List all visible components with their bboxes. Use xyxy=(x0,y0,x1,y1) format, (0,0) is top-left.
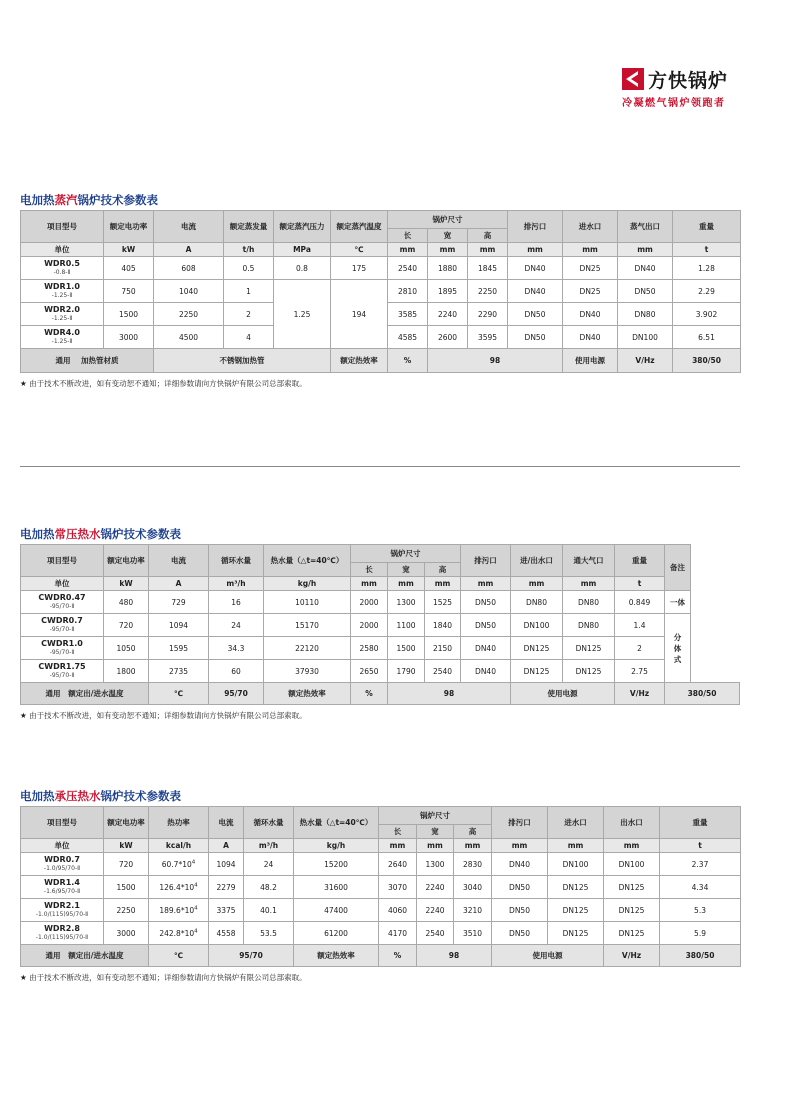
cell: 4500 xyxy=(154,326,224,349)
cell: 1.4 xyxy=(615,614,665,637)
unit-cell: 单位 xyxy=(21,577,104,591)
section-title: 电加热蒸汽锅炉技术参数表 xyxy=(20,193,158,207)
cell: DN100 xyxy=(604,853,660,876)
unit-cell: mm xyxy=(511,577,563,591)
cell: 5.9 xyxy=(660,922,741,945)
unit-cell: t/h xyxy=(224,243,274,257)
header-cell: 锅炉尺寸 xyxy=(388,211,508,229)
cell: 37930 xyxy=(264,660,351,683)
cell: DN80 xyxy=(618,303,673,326)
cell: 1.28 xyxy=(673,257,741,280)
unit-cell: 单位 xyxy=(21,243,104,257)
footer-row xyxy=(21,945,741,967)
header-cell: 重量 xyxy=(673,211,741,243)
cell: 1840 xyxy=(425,614,461,637)
unit-cell: A xyxy=(209,839,244,853)
header-cell: 额定电功率 xyxy=(104,545,149,577)
cell: DN40 xyxy=(563,326,618,349)
cell: 2.37 xyxy=(660,853,741,876)
header-cell: 热功率 xyxy=(149,807,209,839)
model-cell: WDR2.1 -1.0/(115)95/70-Ⅱ xyxy=(21,899,104,922)
cell: DN125 xyxy=(511,637,563,660)
unit-cell: mm xyxy=(388,577,425,591)
footer-cell: 98 xyxy=(428,349,563,373)
cell: 2640 xyxy=(379,853,417,876)
model-cell: CWDR1.0 -95/70-Ⅱ xyxy=(21,637,104,660)
unit-cell: A xyxy=(154,243,224,257)
cell: 3.902 xyxy=(673,303,741,326)
cell: 1790 xyxy=(388,660,425,683)
cell: 1 xyxy=(224,280,274,303)
cell: 3210 xyxy=(454,899,492,922)
cell: 2.75 xyxy=(615,660,665,683)
model-cell: WDR0.5 -0.8-Ⅱ xyxy=(21,257,104,280)
unit-cell: mm xyxy=(454,839,492,853)
unit-cell: mm xyxy=(379,839,417,853)
cell: 4.34 xyxy=(660,876,741,899)
cell: DN125 xyxy=(548,899,604,922)
header-cell: 项目型号 xyxy=(21,807,104,839)
footer-cell: V/Hz xyxy=(615,683,665,705)
cell: 1094 xyxy=(149,614,209,637)
cell: 2540 xyxy=(425,660,461,683)
cell: DN50 xyxy=(461,614,511,637)
header-cell: 长 xyxy=(388,229,428,243)
cell: 1845 xyxy=(468,257,508,280)
cell: 15170 xyxy=(264,614,351,637)
cell: 2 xyxy=(615,637,665,660)
unit-cell: 单位 xyxy=(21,839,104,853)
cell: 1040 xyxy=(154,280,224,303)
cell: DN25 xyxy=(563,280,618,303)
cell: DN50 xyxy=(508,326,563,349)
model-cell: WDR2.8 -1.0/(115)95/70-Ⅱ xyxy=(21,922,104,945)
cell: 1500 xyxy=(388,637,425,660)
cell: DN50 xyxy=(492,899,548,922)
cell: 2279 xyxy=(209,876,244,899)
table-row xyxy=(21,876,741,899)
section-title: 电加热常压热水锅炉技术参数表 xyxy=(20,527,181,541)
remark-cell: 分 体 式 xyxy=(665,614,691,683)
unit-cell: ℃ xyxy=(331,243,388,257)
cell: DN125 xyxy=(604,876,660,899)
cell: 61200 xyxy=(294,922,379,945)
cell: 3585 xyxy=(388,303,428,326)
footer-cell: 使用电源 xyxy=(563,349,618,373)
cell: DN80 xyxy=(563,614,615,637)
cell: 2.29 xyxy=(673,280,741,303)
header-cell: 进/出水口 xyxy=(511,545,563,577)
cell: 480 xyxy=(104,591,149,614)
unit-row xyxy=(21,839,741,853)
footer-cell: 额定热效率 xyxy=(264,683,351,705)
cell: 48.2 xyxy=(244,876,294,899)
cell: DN80 xyxy=(511,591,563,614)
header-cell: 高 xyxy=(454,825,492,839)
cell: DN100 xyxy=(548,853,604,876)
cell: 2290 xyxy=(468,303,508,326)
footer-cell: 通用 加热管材质 xyxy=(21,349,154,373)
table-row xyxy=(21,853,741,876)
footer-cell: 额定热效率 xyxy=(331,349,388,373)
unit-cell: mm xyxy=(417,839,454,853)
brand-slogan: 冷凝燃气锅炉领跑者 xyxy=(622,98,726,109)
footnote: ★ 由于技术不断改进，如有变动恕不通知；详细参数请向方快锅炉有限公司总部索取。 xyxy=(20,973,307,982)
header-cell: 热水量（△t=40℃） xyxy=(294,807,379,839)
cell: 34.3 xyxy=(209,637,264,660)
header-row xyxy=(21,545,740,563)
cell: DN50 xyxy=(461,591,511,614)
cell: 5.3 xyxy=(660,899,741,922)
model-cell: CWDR0.47 -95/70-Ⅱ xyxy=(21,591,104,614)
cell: 0.8 xyxy=(274,257,331,280)
header-cell: 循环水量 xyxy=(244,807,294,839)
footer-cell: 380/50 xyxy=(665,683,740,705)
brand-mark-icon xyxy=(622,68,644,90)
cell: 15200 xyxy=(294,853,379,876)
header-cell: 循环水量 xyxy=(209,545,264,577)
steam-spec-table xyxy=(20,210,741,373)
unit-cell: kg/h xyxy=(264,577,351,591)
model-cell: WDR1.4 -1.6/95/70-Ⅱ xyxy=(21,876,104,899)
cell: DN40 xyxy=(563,303,618,326)
header-cell: 出水口 xyxy=(604,807,660,839)
cell: DN25 xyxy=(563,257,618,280)
footer-cell: % xyxy=(379,945,417,967)
cell: 2240 xyxy=(417,899,454,922)
cell: 2540 xyxy=(388,257,428,280)
cell: DN80 xyxy=(563,591,615,614)
header-cell: 重量 xyxy=(660,807,741,839)
cell: 2810 xyxy=(388,280,428,303)
header-cell: 进水口 xyxy=(563,211,618,243)
model-cell: CWDR0.7 -95/70-Ⅱ xyxy=(21,614,104,637)
cell: DN125 xyxy=(563,660,615,683)
atmospheric-spec-table xyxy=(20,544,740,705)
cell: 3510 xyxy=(454,922,492,945)
header-row xyxy=(21,807,741,825)
unit-cell: MPa xyxy=(274,243,331,257)
table-row xyxy=(21,637,740,660)
unit-cell: A xyxy=(149,577,209,591)
footer-cell: 95/70 xyxy=(209,945,294,967)
cell: 750 xyxy=(104,280,154,303)
unit-cell: kg/h xyxy=(294,839,379,853)
cell: 2600 xyxy=(428,326,468,349)
cell: 2240 xyxy=(417,876,454,899)
unit-cell: mm xyxy=(548,839,604,853)
unit-cell: mm xyxy=(618,243,673,257)
cell: 2000 xyxy=(351,591,388,614)
cell: 16 xyxy=(209,591,264,614)
cell: 3070 xyxy=(379,876,417,899)
cell: DN50 xyxy=(492,922,548,945)
header-cell: 宽 xyxy=(417,825,454,839)
unit-cell: mm xyxy=(388,243,428,257)
footer-cell: % xyxy=(351,683,388,705)
cell: 175 xyxy=(331,257,388,280)
footer-cell: ℃ xyxy=(149,683,209,705)
unit-cell: mm xyxy=(428,243,468,257)
header-cell: 排污口 xyxy=(508,211,563,243)
unit-cell: t xyxy=(660,839,741,853)
unit-cell: mm xyxy=(351,577,388,591)
footer-cell: 98 xyxy=(388,683,511,705)
model-cell: WDR0.7 -1.0/95/70-Ⅱ xyxy=(21,853,104,876)
model-cell: WDR2.0 -1.25-Ⅱ xyxy=(21,303,104,326)
cell: 1880 xyxy=(428,257,468,280)
unit-cell: t xyxy=(673,243,741,257)
header-cell: 高 xyxy=(468,229,508,243)
unit-cell: kcal/h xyxy=(149,839,209,853)
cell: 1595 xyxy=(149,637,209,660)
pressurized-spec-table xyxy=(20,806,741,967)
cell: 1100 xyxy=(388,614,425,637)
cell: 2250 xyxy=(104,899,149,922)
unit-cell: kW xyxy=(104,839,149,853)
model-cell: WDR4.0 -1.25-Ⅱ xyxy=(21,326,104,349)
table-row xyxy=(21,660,740,683)
cell: 2150 xyxy=(425,637,461,660)
cell: 53.5 xyxy=(244,922,294,945)
unit-cell: mm xyxy=(468,243,508,257)
header-cell: 高 xyxy=(425,563,461,577)
cell: DN50 xyxy=(492,876,548,899)
footer-cell: ℃ xyxy=(149,945,209,967)
cell: 22120 xyxy=(264,637,351,660)
model-cell: WDR1.0 -1.25-Ⅱ xyxy=(21,280,104,303)
cell: 4060 xyxy=(379,899,417,922)
header-cell: 蒸气出口 xyxy=(618,211,673,243)
cell: DN125 xyxy=(548,922,604,945)
unit-cell: mm xyxy=(461,577,511,591)
cell: 405 xyxy=(104,257,154,280)
unit-cell: m³/h xyxy=(244,839,294,853)
heat-cell: $189.6*10^4$ xyxy=(149,899,209,922)
cell: 24 xyxy=(209,614,264,637)
cell: 2650 xyxy=(351,660,388,683)
cell: 1500 xyxy=(104,303,154,326)
cell: DN40 xyxy=(492,853,548,876)
cell: 4585 xyxy=(388,326,428,349)
cell: DN125 xyxy=(563,637,615,660)
footer-cell: 通用 额定出/进水温度 xyxy=(21,945,149,967)
header-row xyxy=(21,211,741,229)
header-cell: 额定电功率 xyxy=(104,807,149,839)
header-cell: 通大气口 xyxy=(563,545,615,577)
atmospheric-hot-water-section xyxy=(20,526,740,721)
section-divider xyxy=(20,466,740,467)
footer-cell: 98 xyxy=(417,945,492,967)
cell: 24 xyxy=(244,853,294,876)
table-row xyxy=(21,280,741,303)
brand-name: 方快锅炉 xyxy=(648,70,729,92)
header-cell: 长 xyxy=(379,825,417,839)
table-row xyxy=(21,899,741,922)
footer-cell: V/Hz xyxy=(618,349,673,373)
table-row xyxy=(21,257,741,280)
cell: DN125 xyxy=(548,876,604,899)
footer-cell: % xyxy=(388,349,428,373)
footnote: ★ 由于技术不断改进，如有变动恕不通知；详细参数请向方快锅炉有限公司总部索取。 xyxy=(20,379,307,388)
cell: 2240 xyxy=(428,303,468,326)
footer-row xyxy=(21,683,740,705)
cell: 1300 xyxy=(417,853,454,876)
cell: 4170 xyxy=(379,922,417,945)
unit-cell: mm xyxy=(563,577,615,591)
header-cell: 电流 xyxy=(154,211,224,243)
cell: 2250 xyxy=(154,303,224,326)
cell: 720 xyxy=(104,853,149,876)
header-cell: 排污口 xyxy=(492,807,548,839)
footer-cell: 通用 额定出/进水温度 xyxy=(21,683,149,705)
steam-boiler-section xyxy=(20,192,740,389)
cell: 60 xyxy=(209,660,264,683)
unit-row xyxy=(21,243,741,257)
cell: 6.51 xyxy=(673,326,741,349)
cell: 0.849 xyxy=(615,591,665,614)
cell: 1300 xyxy=(388,591,425,614)
cell: 3595 xyxy=(468,326,508,349)
merged-cell: 1.25 xyxy=(274,280,331,349)
cell: DN40 xyxy=(461,637,511,660)
cell: 4558 xyxy=(209,922,244,945)
footer-cell: 95/70 xyxy=(209,683,264,705)
header-cell: 电流 xyxy=(209,807,244,839)
cell: DN40 xyxy=(618,257,673,280)
unit-cell: m³/h xyxy=(209,577,264,591)
section-title: 电加热承压热水锅炉技术参数表 xyxy=(20,789,181,803)
unit-row xyxy=(21,577,740,591)
remark-cell: 一体 xyxy=(665,591,691,614)
cell: DN40 xyxy=(461,660,511,683)
heat-cell: $60.7*10^4$ xyxy=(149,853,209,876)
cell: DN100 xyxy=(618,326,673,349)
unit-cell: mm xyxy=(604,839,660,853)
cell: 1895 xyxy=(428,280,468,303)
header-cell: 重量 xyxy=(615,545,665,577)
cell: 3000 xyxy=(104,326,154,349)
cell: DN125 xyxy=(511,660,563,683)
header-cell: 长 xyxy=(351,563,388,577)
header-cell: 锅炉尺寸 xyxy=(379,807,492,825)
cell: DN50 xyxy=(508,303,563,326)
cell: 47400 xyxy=(294,899,379,922)
header-cell: 项目型号 xyxy=(21,211,104,243)
cell: 1500 xyxy=(104,876,149,899)
cell: DN100 xyxy=(511,614,563,637)
header-cell: 额定蒸汽温度 xyxy=(331,211,388,243)
header-cell: 项目型号 xyxy=(21,545,104,577)
unit-cell: mm xyxy=(492,839,548,853)
cell: 2 xyxy=(224,303,274,326)
cell: 3000 xyxy=(104,922,149,945)
pressurized-hot-water-section xyxy=(20,788,740,983)
footer-cell: V/Hz xyxy=(604,945,660,967)
cell: 2735 xyxy=(149,660,209,683)
cell: DN125 xyxy=(604,899,660,922)
cell: 720 xyxy=(104,614,149,637)
heat-cell: $126.4*10^4$ xyxy=(149,876,209,899)
header-cell: 热水量（△t=40℃） xyxy=(264,545,351,577)
header-cell: 进水口 xyxy=(548,807,604,839)
unit-cell: mm xyxy=(425,577,461,591)
header-cell: 锅炉尺寸 xyxy=(351,545,461,563)
cell: DN40 xyxy=(508,280,563,303)
footer-cell: 380/50 xyxy=(660,945,741,967)
unit-cell: kW xyxy=(104,577,149,591)
header-cell: 额定电功率 xyxy=(104,211,154,243)
heat-cell: $242.8*10^4$ xyxy=(149,922,209,945)
unit-cell: t xyxy=(615,577,665,591)
header-cell: 宽 xyxy=(388,563,425,577)
cell: 2540 xyxy=(417,922,454,945)
cell: 2000 xyxy=(351,614,388,637)
table-row xyxy=(21,591,740,614)
cell: 3375 xyxy=(209,899,244,922)
cell: 2580 xyxy=(351,637,388,660)
header-cell: 电流 xyxy=(149,545,209,577)
cell: DN50 xyxy=(618,280,673,303)
header-cell: 额定蒸发量 xyxy=(224,211,274,243)
footer-cell: 380/50 xyxy=(673,349,741,373)
unit-cell: mm xyxy=(563,243,618,257)
cell: 3040 xyxy=(454,876,492,899)
header-cell: 额定蒸汽压力 xyxy=(274,211,331,243)
footer-cell: 不锈钢加热管 xyxy=(154,349,331,373)
table-row xyxy=(21,922,741,945)
table-row xyxy=(21,614,740,637)
cell: 1525 xyxy=(425,591,461,614)
cell: 40.1 xyxy=(244,899,294,922)
cell: 2830 xyxy=(454,853,492,876)
header-cell: 宽 xyxy=(428,229,468,243)
cell: 0.5 xyxy=(224,257,274,280)
cell: 1800 xyxy=(104,660,149,683)
cell: 608 xyxy=(154,257,224,280)
footer-cell: 使用电源 xyxy=(492,945,604,967)
cell: 2250 xyxy=(468,280,508,303)
brand-logo xyxy=(622,66,747,111)
cell: 1094 xyxy=(209,853,244,876)
footer-cell: 额定热效率 xyxy=(294,945,379,967)
cell: 4 xyxy=(224,326,274,349)
unit-cell: kW xyxy=(104,243,154,257)
header-cell: 排污口 xyxy=(461,545,511,577)
footnote: ★ 由于技术不断改进，如有变动恕不通知；详细参数请向方快锅炉有限公司总部索取。 xyxy=(20,711,307,720)
model-cell: CWDR1.75 -95/70-Ⅱ xyxy=(21,660,104,683)
footer-cell: 使用电源 xyxy=(511,683,615,705)
cell: 1050 xyxy=(104,637,149,660)
footer-row xyxy=(21,349,741,373)
merged-cell: 194 xyxy=(331,280,388,349)
cell: DN40 xyxy=(508,257,563,280)
cell: 31600 xyxy=(294,876,379,899)
remark-header-cell: 备注 xyxy=(665,545,691,591)
cell: 10110 xyxy=(264,591,351,614)
cell: DN125 xyxy=(604,922,660,945)
cell: 729 xyxy=(149,591,209,614)
unit-cell: mm xyxy=(508,243,563,257)
